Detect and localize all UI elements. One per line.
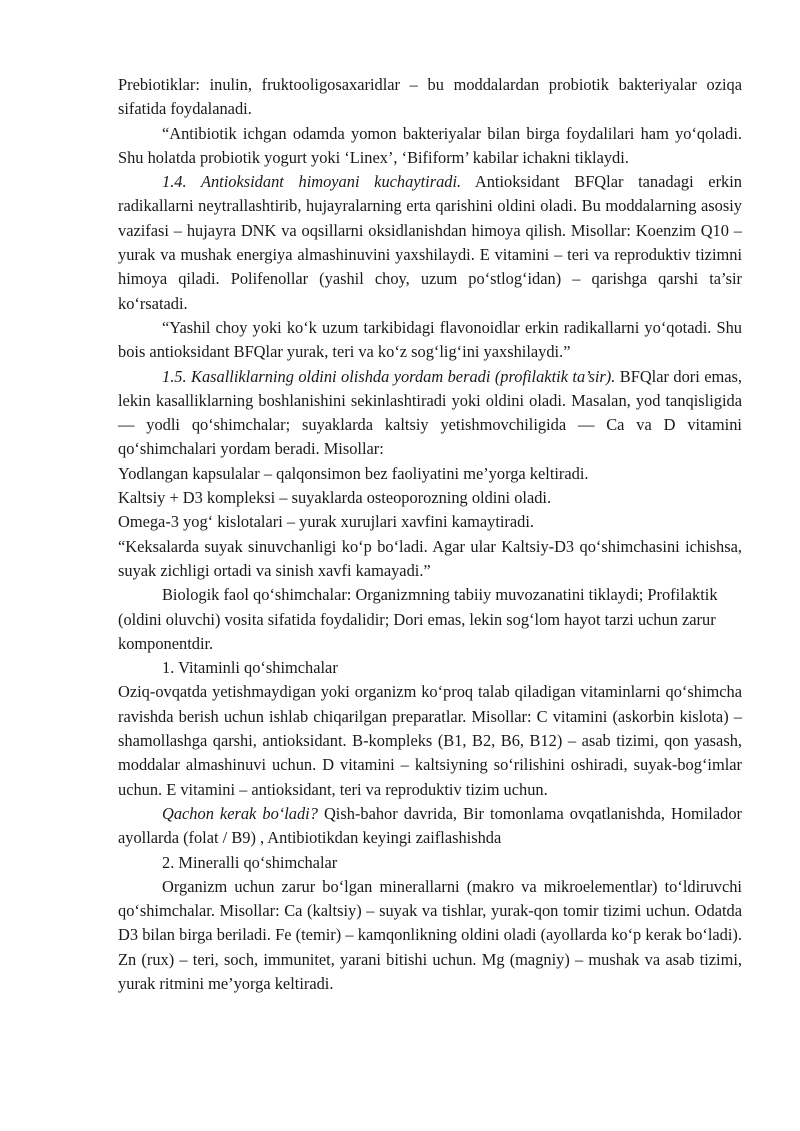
paragraph-minerals: Organizm uchun zarur bo‘lgan minerallarni (makro va mikroelementlar) to‘ldiruvchi qo‘shimchalar. Misollar: Ca (kaltsiy) – suyak va tishlar, yurak-qon tomir tizimi uchun. Odatda D3 bilan birga beriladi. Fe (temir) – kamqonlikning oldini oladi (ayollarda ko‘p kerak bo‘ladi). Zn (rux) – teri, soch, immunitet, yarani bitishi uchun. Mg (magniy) – mushak va asab tizimi, yurak ritmini me’yorga keltiradi. xyxy=(118,876,742,993)
paragraph-antioxidant xyxy=(118,170,742,316)
section-body-1-4: Antioksidant BFQlar tanadagi erkin radikallarni neytrallashtirib, hujayralarning erta qarishini oldini oladi. Bu moddalarning asosiy vazifasi – hujayra DNK va oqsillarni oksidlanishdan himoya qilish. Misollar: Koenzim Q10 – yurak va mushak energiya almashinuvini yaxshilaydi. E vitamini – teri va reproduktiv tizimni himoya qiladi. Polifenollar (yashil choy, uzum po‘stlog‘idan) – qarishga qarshi ta’sir ko‘rsatadi. xyxy=(118,172,742,313)
heading-vitamin-supplements: 1. Vitaminli qo‘shimchalar xyxy=(162,658,338,678)
paragraph-when-needed xyxy=(118,802,742,851)
section-heading-1-5: 1.5. Kasalliklarning oldini olishda yordam beradi (profilaktik ta’sir). xyxy=(162,366,616,386)
paragraph-prevention xyxy=(118,365,742,462)
paragraph-bfq-summary: Biologik faol qo‘shimchalar: Organizmning tabiiy muvozanatini tiklaydi; Profilaktik (oldini oluvchi) vosita sifatida foydalidir; Dori emas, lekin sog‘lom hayot tarzi uchun zarur komponentdir. xyxy=(118,585,718,653)
paragraph-vitamins: Oziq-ovqatda yetishmaydigan yoki organizm ko‘proq talab qiladigan vitaminlarni qo‘shimcha ravishda berish uchun ishlab chiqarilgan preparatlar. Misollar: C vitamini (askorbin kislota) – shamollashga qarshi, antioksidant. B-kompleks (B1, B2, B6, B12) – asab tizimi, qon yasash, moddalar almashinuvi uchun. D vitamini – kaltsiyning so‘rilishini oshiradi, suyak-bog‘imlar uchun. E vitamini – antioksidant, teri va reproduktiv tizim uchun. xyxy=(118,682,742,799)
when-needed-question: Qachon kerak bo‘ladi? xyxy=(162,803,318,823)
list-item-calcium: Kaltsiy + D3 kompleksi – suyaklarda osteoporozning oldini oladi. xyxy=(118,488,552,508)
paragraph-antibiotic-quote: “Antibiotik ichgan odamda yomon bakteriyalar bilan birga foydalilari ham yo‘qoladi. Shu holatda probiotik yogurt yoki ‘Linex’, ‘Bifiform’ kabilar ichakni tiklaydi. xyxy=(118,123,742,167)
section-body-1-5: BFQlar dori emas, lekin kasalliklarning boshlanishini sekinlashtiradi yoki oldini oladi. Masalan, yod tanqisligida — yodli qo‘shimchalar; suyaklarda kaltsiy yetishmovchiligida — Ca va D vitamini qo‘shimchalari yordam beradi. Misollar: xyxy=(118,366,742,459)
document-page xyxy=(118,73,742,996)
paragraph-elderly-quote: “Keksalarda suyak sinuvchanligi ko‘p bo‘ladi. Agar ular Kaltsiy-D3 qo‘shimchasini ichishsa, suyak zichligi ortadi va sinish xavfi kamayadi.” xyxy=(118,536,742,580)
when-needed-body: Qish-bahor davrida, Bir tomonlama ovqatlanishda, Homilador ayollarda (folat / B9) , Antibiotikdan keyingi zaiflashishda xyxy=(118,803,742,848)
list-item-iodine: Yodlangan kapsulalar – qalqonsimon bez faoliyatini me’yorga keltiradi. xyxy=(118,463,589,483)
section-heading-1-4: 1.4. Antioksidant himoyani kuchaytiradi. xyxy=(162,172,462,192)
paragraph-green-tea-quote: “Yashil choy yoki ko‘k uzum tarkibidagi flavonoidlar erkin radikallarni yo‘qotadi. Shu bois antioksidant BFQlar yurak, teri va ko‘z sog‘lig‘ini yaxshilaydi.” xyxy=(118,317,742,362)
list-item-omega3: Omega-3 yog‘ kislotalari – yurak xurujlari xavfini kamaytiradi. xyxy=(118,512,535,532)
paragraph-prebiotics: Prebiotiklar: inulin, fruktooligosaxaridlar – bu moddalardan probiotik bakteriyalar oziqa sifatida foydalanadi. xyxy=(118,75,742,119)
heading-mineral-supplements: 2. Mineralli qo‘shimchalar xyxy=(162,852,338,872)
